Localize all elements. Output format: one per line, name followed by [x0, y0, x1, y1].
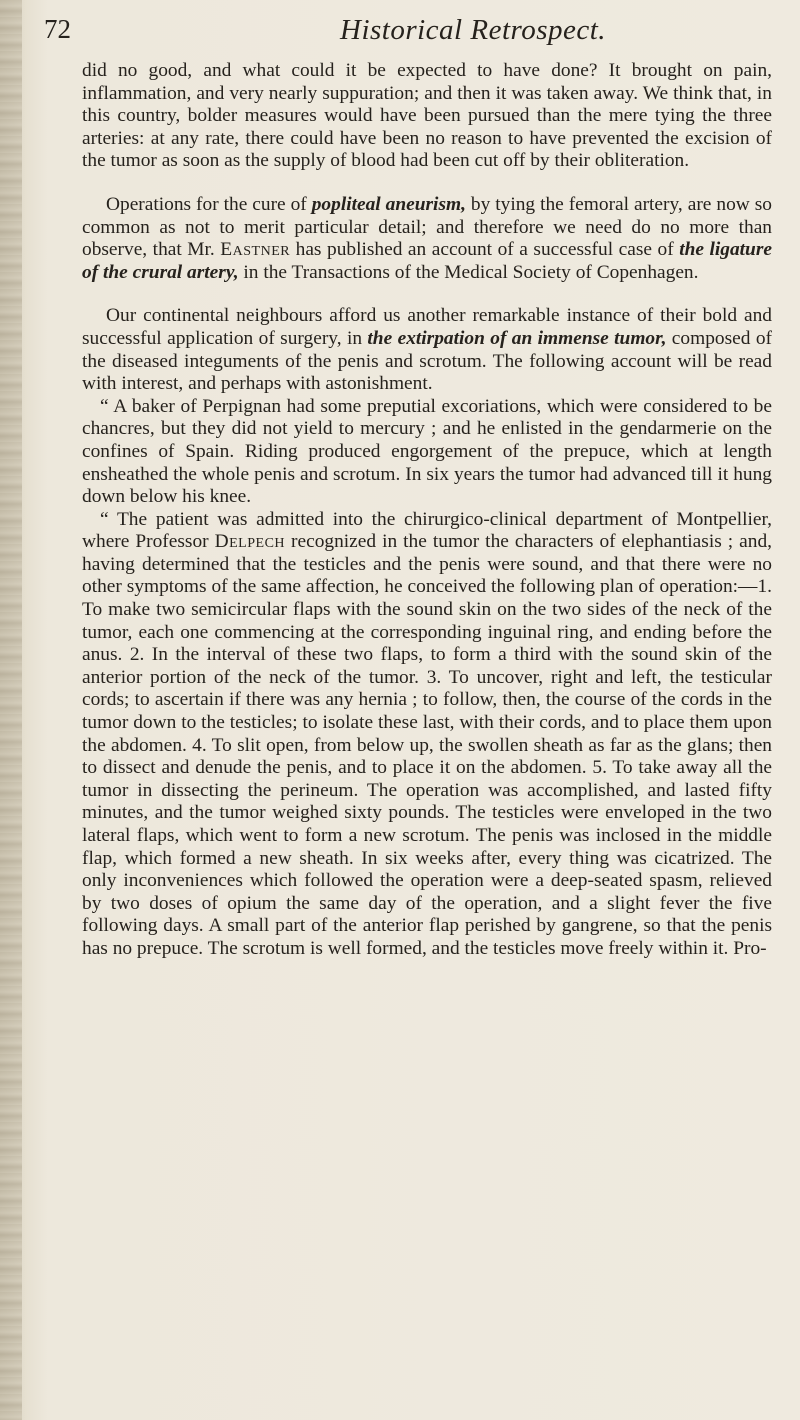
emphasis-extirpation: the extirpation of an immense tumor,: [367, 327, 667, 349]
paragraph-continued: did no good, and what could it be expected to have done? It brought on pain, inflammation, and very nearly suppuration; and then it was taken away. We think that, in this country, bolder measures would have been pursued than the mere tying the three arteries: at any rate, there could have been no reason to have prevented the excision of the tumor as soon as the supply of blood had been cut off by their obliteration.: [82, 60, 772, 172]
text-run: by tying the femoral artery, are now so common as not to merit particular detail; and therefore we need do no more than observe, that Mr.: [82, 193, 772, 261]
emphasis-popliteal-aneurism: popliteal aneurism,: [311, 193, 466, 215]
paragraph-continental-neighbours: [82, 305, 772, 395]
paragraph-popliteal-aneurism: [82, 194, 772, 284]
quote-paragraph-baker: “ A baker of Perpignan had some preputial excoriations, which were considered to be chancres, but they did not yield to mercury ; and he enlisted in the gendarmerie on the confines of Spain. Riding produced engorgement of the prepuce, which at length ensheathed the whole penis and scrotum. In six years the tumor had advanced till it hung down below his knee.: [82, 395, 772, 508]
emphasis-crural-artery: the ligature of the crural artery,: [82, 239, 772, 283]
author-name-delpech: Delpech: [214, 531, 286, 553]
page-number: 72: [44, 14, 71, 44]
running-head: Historical Retrospect.: [340, 14, 607, 46]
text-run: has published an account of a successful case of: [290, 239, 680, 261]
page-header: [44, 10, 764, 54]
author-name-eastner: Eastner: [220, 239, 291, 261]
page-binding-edge: [0, 0, 22, 1420]
text-run: in the Transactions of the Medical Society of Copenhagen.: [238, 261, 699, 283]
text-run: Our continental neighbours afford us another remarkable instance of their bold and successful application of surgery, in: [82, 305, 772, 349]
body-text: [82, 60, 772, 961]
text-run: Operations for the cure of: [106, 193, 312, 215]
text-run: composed of the diseased integuments of the penis and scrotum. The following account will be read with interest, and perhaps with astonishment.: [82, 327, 772, 395]
text-run: recognized in the tumor the characters of elephantiasis ; and, having determined that the testicles and the penis were sound, and that there were no other symptoms of the same affection, he conceived the following plan of operation:—1. To make two semicircular flaps with the sound skin on the two sides of the neck of the tumor, each one commencing at the corresponding inguinal ring, and ending before the anus. 2. In the interval of these two flaps, to form a third with the sound skin of the anterior portion of the neck of the tumor. 3. To uncover, right and left, the testicular cords; to ascertain if there was any hernia ; to follow, then, the course of the cords in the tumor down to the testicles; to isolate these last, with their cords, and to place them upon the abdomen. 4. To slit open, from below up, the swollen sheath as far as the glans; then to dissect and denude the penis, and to place it on the abdomen. 5. To take away all the tumor in dissecting the perineum. The operation was accomplished, and lasted fifty minutes, and the tumor weighed sixty pounds. The testicles were enveloped in the two lateral flaps, which went to form a new scrotum. The penis was inclosed in the middle flap, which formed a new sheath. In six weeks after, every thing was cicatrized. The only inconveniences which followed the operation were a deep-seated spasm, relieved by two doses of opium the same day of the operation, and a slight fever the five following days. A small part of the anterior flap perished by gangrene, so that the penis has no prepuce. The scrotum is well formed, and the testicles move freely within it. Pro-: [82, 531, 773, 959]
quote-paragraph-patient: [82, 509, 772, 961]
text-run: “ The patient was admitted into the chirurgico-clinical department of Montpellier, where Professor: [82, 508, 772, 553]
